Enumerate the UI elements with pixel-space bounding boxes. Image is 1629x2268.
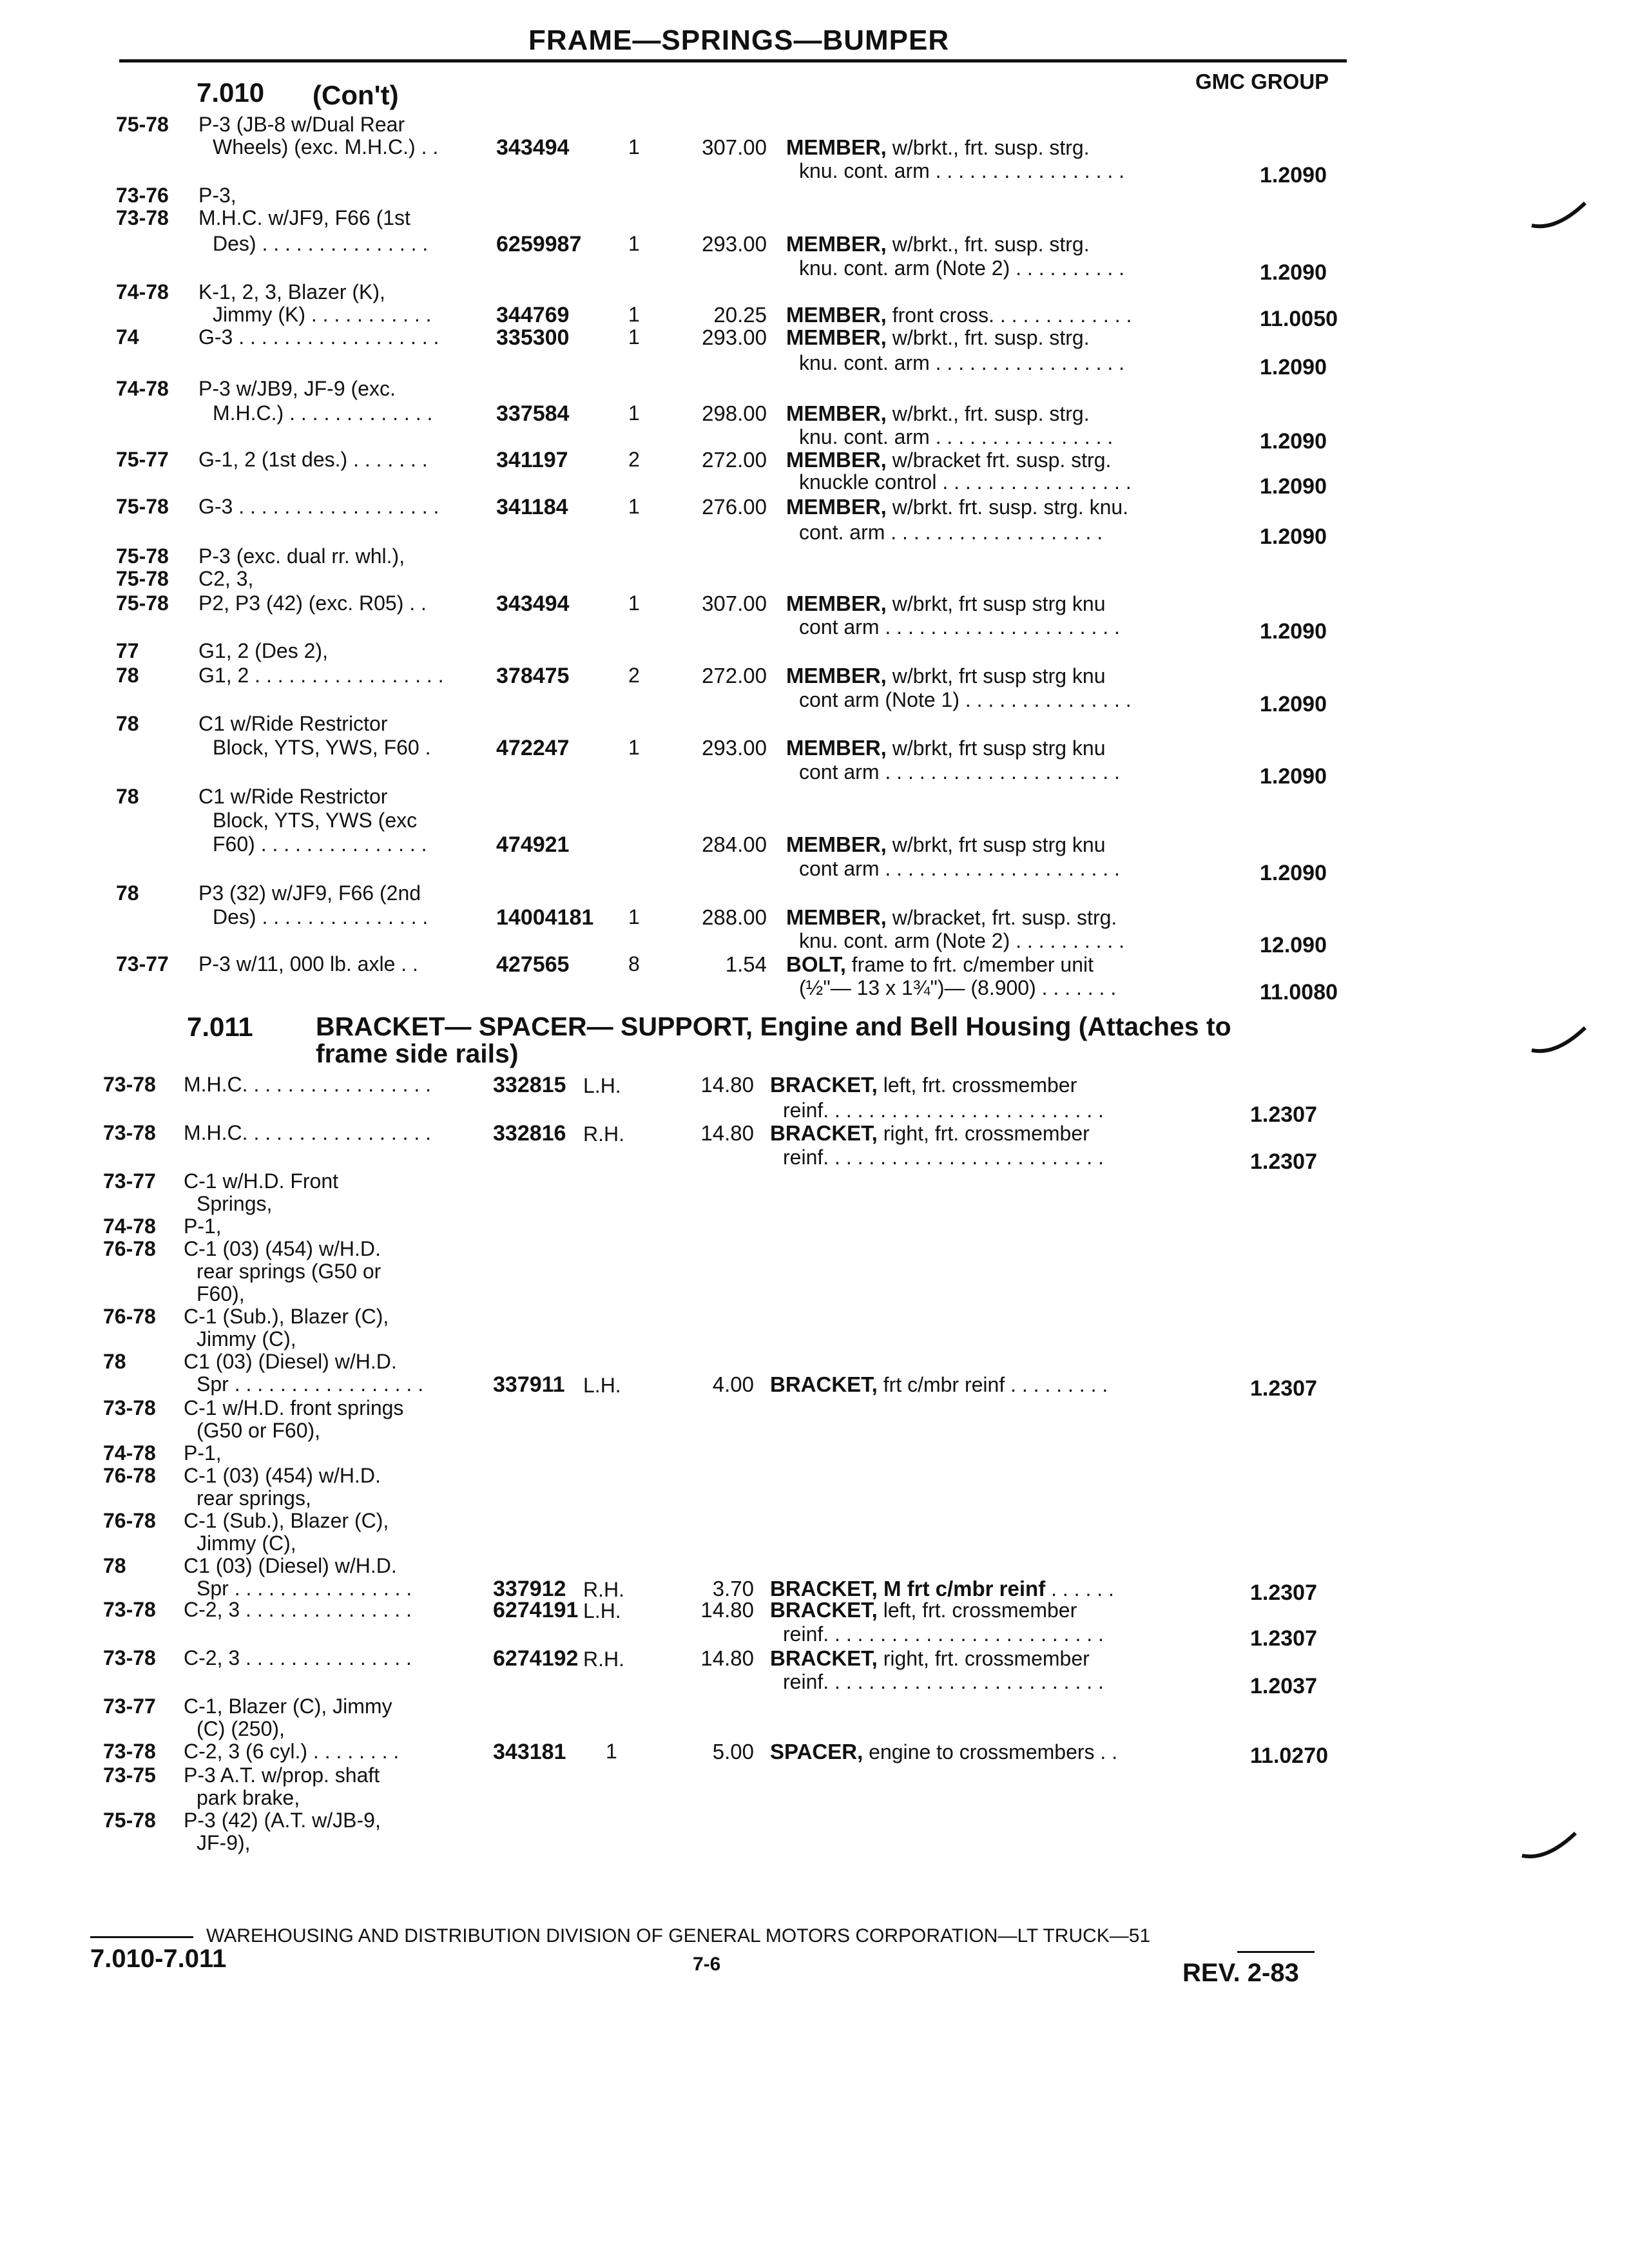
application: Block, YTS, YWS (exc <box>213 809 418 832</box>
application: P-3 w/11, 000 lb. axle . . <box>198 952 418 975</box>
model-years: 73-78 <box>103 1740 156 1763</box>
part-number: 332815 <box>493 1073 566 1097</box>
group-number: 1.2090 <box>1260 355 1327 380</box>
part-number: 341197 <box>496 448 568 472</box>
description <box>786 905 1117 930</box>
description <box>799 470 1132 494</box>
model-years: 73-75 <box>103 1763 156 1787</box>
part-description: w/brkt., frt. susp. strg. <box>886 233 1090 256</box>
group-number: 1.2090 <box>1260 524 1327 549</box>
price: 20.25 <box>713 303 767 327</box>
price: 284.00 <box>702 832 767 856</box>
part-description: cont arm . . . . . . . . . . . . . . . . . . . . . <box>799 760 1120 783</box>
price: 1.54 <box>725 952 767 976</box>
group-number: 1.2090 <box>1260 619 1327 644</box>
part-name: BOLT, <box>786 952 846 976</box>
description <box>786 401 1090 426</box>
application: C2, 3, <box>198 567 254 590</box>
application: Jimmy (C), <box>197 1327 296 1350</box>
page-title: FRAME—SPRINGS—BUMPER <box>528 24 950 56</box>
footer-rule-right <box>1237 1951 1315 1953</box>
model-years: 73-78 <box>116 206 169 229</box>
part-number: 472247 <box>496 736 570 760</box>
quantity: 1 <box>628 135 640 159</box>
part-number: 6274191 <box>493 1598 579 1622</box>
group-number: 1.2307 <box>1250 1626 1317 1651</box>
price: 307.00 <box>702 591 767 615</box>
application: P-3, <box>198 184 236 207</box>
description <box>786 135 1090 160</box>
application: C1 (03) (Diesel) w/H.D. <box>184 1350 397 1373</box>
side: L.H. <box>583 1074 621 1097</box>
part-number: 337911 <box>493 1372 565 1397</box>
part-number: 341184 <box>496 495 568 519</box>
application: P-3 (exc. dual rr. whl.), <box>198 544 405 568</box>
part-name: SPACER, <box>770 1740 863 1763</box>
side: L.H. <box>583 1374 621 1397</box>
application: G1, 2 . . . . . . . . . . . . . . . . . <box>198 664 444 687</box>
group-number: 1.2090 <box>1260 163 1327 187</box>
part-name: MEMBER, <box>786 232 887 256</box>
part-description: w/brkt, frt susp strg knu <box>886 736 1106 760</box>
part-number: 6259987 <box>496 232 582 256</box>
group-number: 1.2090 <box>1260 692 1327 716</box>
quantity: 2 <box>628 448 640 471</box>
description <box>783 1146 1104 1169</box>
part-name: MEMBER, <box>786 905 887 929</box>
part-description: knu. cont. arm . . . . . . . . . . . . . . . . <box>799 425 1113 448</box>
model-years: 73-76 <box>116 184 169 207</box>
binding-mark-icon <box>1530 200 1588 235</box>
binding-mark-icon <box>1521 1830 1579 1865</box>
part-description: right, frt. crossmember <box>877 1647 1090 1670</box>
part-description: w/bracket frt. susp. strg. <box>886 448 1112 472</box>
part-name: BRACKET, <box>770 1598 878 1622</box>
part-number: 378475 <box>496 664 570 688</box>
group-label: GMC GROUP <box>1195 70 1329 93</box>
description <box>770 1598 1077 1622</box>
part-description: reinf. . . . . . . . . . . . . . . . . . . . . . . . . <box>783 1622 1104 1646</box>
part-description: cont arm . . . . . . . . . . . . . . . . . . . . . <box>799 615 1120 639</box>
part-number: 474921 <box>496 832 570 857</box>
description <box>770 1372 1108 1397</box>
part-number: 337912 <box>493 1577 566 1601</box>
part-description: (½"— 13 x 1¾")— (8.900) . . . . . . . <box>799 976 1117 999</box>
part-description: frt c/mbr reinf . . . . . . . . . <box>877 1373 1108 1396</box>
application: P-3 (JB-8 w/Dual Rear <box>198 113 405 136</box>
description <box>786 952 1094 977</box>
quantity: 2 <box>628 664 640 687</box>
section-note: (Con't) <box>313 80 399 110</box>
part-description: w/brkt., frt. susp. strg. <box>886 402 1090 425</box>
part-name: MEMBER, <box>786 325 887 349</box>
footer-line: WAREHOUSING AND DISTRIBUTION DIVISION OF GENERAL MOTORS CORPORATION—LT TRUCK—51 <box>206 1925 1151 1946</box>
price: 272.00 <box>702 448 767 472</box>
model-years: 74-78 <box>116 377 169 400</box>
model-years: 76-78 <box>103 1509 156 1532</box>
group-number: 11.0270 <box>1250 1744 1329 1768</box>
model-years: 75-77 <box>116 448 169 471</box>
description <box>799 976 1116 1000</box>
description <box>786 591 1106 616</box>
model-years: 73-78 <box>103 1121 156 1144</box>
model-years: 73-77 <box>103 1695 156 1718</box>
model-years: 76-78 <box>103 1237 156 1260</box>
application: P-1, <box>184 1441 222 1465</box>
application: Des) . . . . . . . . . . . . . . . <box>213 905 429 928</box>
price: 298.00 <box>702 401 767 425</box>
part-description: reinf. . . . . . . . . . . . . . . . . . . . . . . . . <box>783 1146 1104 1169</box>
model-years: 78 <box>116 664 139 687</box>
application: Des) . . . . . . . . . . . . . . . <box>213 232 429 255</box>
application: C-1 (03) (454) w/H.D. <box>184 1237 381 1260</box>
section-number: 7.010 <box>197 77 265 108</box>
quantity: 1 <box>628 736 640 759</box>
description <box>786 448 1111 472</box>
description <box>786 232 1090 256</box>
model-years: 78 <box>103 1554 126 1577</box>
application: JF-9), <box>197 1831 251 1854</box>
footer-revision: REV. 2-83 <box>1182 1959 1299 1987</box>
footer-section-range: 7.010-7.011 <box>90 1945 227 1973</box>
model-years: 75-78 <box>116 544 169 568</box>
description <box>799 929 1124 953</box>
description <box>799 256 1124 280</box>
section2-number: 7.011 <box>187 1012 253 1042</box>
binding-mark-icon <box>1530 1024 1588 1060</box>
model-years: 73-77 <box>103 1169 156 1193</box>
part-name: BRACKET, <box>770 1121 878 1145</box>
application: C-2, 3 . . . . . . . . . . . . . . . <box>184 1646 412 1669</box>
application: Block, YTS, YWS, F60 . <box>213 736 431 759</box>
part-description: left, frt. crossmember <box>877 1599 1077 1622</box>
part-description: frame to frt. c/member unit <box>845 953 1094 976</box>
application: G-3 . . . . . . . . . . . . . . . . . . <box>198 325 439 349</box>
part-description: left, frt. crossmember <box>877 1073 1077 1097</box>
part-name: BRACKET, <box>770 1073 878 1097</box>
part-description: w/bracket, frt. susp. strg. <box>886 906 1117 929</box>
section2-title-line2: frame side rails) <box>316 1039 519 1068</box>
application: C-1 (Sub.), Blazer (C), <box>184 1509 389 1532</box>
application: G1, 2 (Des 2), <box>198 639 328 662</box>
description <box>786 495 1128 519</box>
application: P-3 (42) (A.T. w/JB-9, <box>184 1809 381 1832</box>
application: M.H.C. w/JF9, F66 (1st <box>198 206 410 229</box>
description <box>786 325 1090 350</box>
header-rule <box>119 59 1347 62</box>
application: G-3 . . . . . . . . . . . . . . . . . . <box>198 495 439 518</box>
application: C-1 w/H.D. Front <box>184 1169 339 1193</box>
description <box>799 688 1132 712</box>
price: 276.00 <box>702 495 767 519</box>
part-name: BRACKET, <box>770 1646 878 1670</box>
group-number: 1.2090 <box>1260 260 1327 285</box>
model-years: 78 <box>116 712 139 735</box>
application: Wheels) (exc. M.H.C.) . . <box>213 135 439 159</box>
part-description: w/brkt., frt. susp. strg. <box>886 326 1090 349</box>
description <box>783 1622 1104 1646</box>
footer-page-number: 7-6 <box>693 1954 721 1975</box>
application: M.H.C. . . . . . . . . . . . . . . . . <box>184 1121 432 1144</box>
part-number: 14004181 <box>496 905 594 930</box>
group-number: 1.2090 <box>1260 764 1327 789</box>
application: P-3 A.T. w/prop. shaft <box>184 1763 380 1787</box>
part-number: 343494 <box>496 591 570 616</box>
model-years: 73-78 <box>103 1396 156 1419</box>
price: 14.80 <box>700 1646 754 1670</box>
application: C1 w/Ride Restrictor <box>198 712 388 735</box>
application: C-2, 3 . . . . . . . . . . . . . . . <box>184 1598 412 1621</box>
side: R.H. <box>583 1122 624 1146</box>
model-years: 76-78 <box>103 1464 156 1487</box>
application: C-1 (Sub.), Blazer (C), <box>184 1305 389 1328</box>
description <box>786 303 1132 327</box>
part-description: reinf. . . . . . . . . . . . . . . . . . . . . . . . . <box>783 1099 1104 1122</box>
description <box>786 664 1106 688</box>
application: Spr . . . . . . . . . . . . . . . . . <box>197 1372 424 1396</box>
application: Jimmy (C), <box>197 1532 296 1555</box>
quantity: 1 <box>628 495 640 518</box>
part-description: right, frt. crossmember <box>877 1122 1090 1145</box>
side: L.H. <box>583 1599 621 1622</box>
part-name: MEMBER, <box>786 135 887 159</box>
model-years: 78 <box>103 1350 126 1373</box>
application: C-1, Blazer (C), Jimmy <box>184 1695 392 1718</box>
part-description: reinf. . . . . . . . . . . . . . . . . . . . . . . . . <box>783 1670 1104 1693</box>
side: R.H. <box>583 1648 624 1671</box>
application: rear springs (G50 or <box>197 1260 381 1283</box>
part-description: . . . . . . <box>1045 1577 1114 1600</box>
description <box>770 1646 1090 1671</box>
model-years: 74-78 <box>103 1215 156 1238</box>
part-description: front cross. . . . . . . . . . . . . <box>886 303 1132 327</box>
group-number: 1.2307 <box>1250 1149 1317 1174</box>
description <box>786 736 1106 760</box>
part-name: MEMBER, <box>786 401 887 425</box>
price: 288.00 <box>702 905 767 929</box>
application: G-1, 2 (1st des.) . . . . . . . <box>198 448 428 471</box>
description <box>770 1740 1117 1764</box>
part-description: w/brkt, frt susp strg knu <box>886 592 1106 615</box>
application: C1 w/Ride Restrictor <box>198 785 388 808</box>
footer-rule-left <box>90 1936 193 1938</box>
quantity: 1 <box>606 1740 617 1763</box>
model-years: 77 <box>116 639 139 662</box>
part-description: knu. cont. arm . . . . . . . . . . . . . . . . . <box>799 159 1125 182</box>
part-description: knu. cont. arm (Note 2) . . . . . . . . . . <box>799 256 1125 280</box>
part-number: 332816 <box>493 1121 566 1146</box>
application: P2, P3 (42) (exc. R05) . . <box>198 591 427 615</box>
application: (C) (250), <box>197 1717 285 1740</box>
quantity: 1 <box>628 232 640 255</box>
group-number: 1.2090 <box>1260 861 1327 885</box>
model-years: 73-78 <box>103 1073 156 1096</box>
side: R.H. <box>583 1578 624 1601</box>
model-years: 74 <box>116 325 139 349</box>
part-name: MEMBER, <box>786 448 887 472</box>
group-number: 1.2090 <box>1260 474 1327 499</box>
application: Jimmy (K) . . . . . . . . . . . <box>213 303 432 326</box>
model-years: 78 <box>116 881 139 905</box>
description <box>783 1670 1104 1694</box>
model-years: 75-78 <box>116 495 169 518</box>
price: 14.80 <box>700 1598 754 1622</box>
quantity: 8 <box>628 952 640 975</box>
part-name: MEMBER, <box>786 664 887 687</box>
description <box>799 521 1103 544</box>
application: P-3 w/JB9, JF-9 (exc. <box>198 377 396 400</box>
part-number: 343181 <box>493 1740 566 1764</box>
model-years: 76-78 <box>103 1305 156 1328</box>
group-number: 1.2307 <box>1250 1376 1317 1401</box>
application: C1 (03) (Diesel) w/H.D. <box>184 1554 397 1577</box>
description <box>799 760 1120 784</box>
description <box>770 1073 1077 1097</box>
quantity: 1 <box>628 401 640 425</box>
application: (G50 or F60), <box>197 1419 321 1442</box>
quantity: 1 <box>628 303 640 326</box>
price: 4.00 <box>712 1372 754 1396</box>
part-number: 337584 <box>496 401 570 426</box>
application: M.H.C. . . . . . . . . . . . . . . . . <box>184 1073 432 1096</box>
part-description: engine to crossmembers . . <box>863 1740 1118 1763</box>
model-years: 73-77 <box>116 952 169 975</box>
part-number: 344769 <box>496 303 570 327</box>
section2-title-line1: BRACKET— SPACER— SUPPORT, Engine and Bell Housing (Attaches to <box>316 1012 1231 1041</box>
description <box>799 615 1120 639</box>
model-years: 74-78 <box>116 280 169 303</box>
description <box>786 832 1106 857</box>
part-description: w/brkt, frt susp strg knu <box>886 664 1106 687</box>
model-years: 75-78 <box>116 567 169 590</box>
price: 14.80 <box>700 1121 754 1145</box>
part-number: 343494 <box>496 135 570 160</box>
part-description: knuckle control . . . . . . . . . . . . . . . . . <box>799 470 1132 494</box>
part-description: w/brkt. frt. susp. strg. knu. <box>886 495 1129 519</box>
model-years: 73-78 <box>103 1646 156 1669</box>
quantity: 1 <box>628 905 640 928</box>
application: F60), <box>197 1282 245 1305</box>
group-number: 11.0050 <box>1260 307 1338 331</box>
part-description: w/brkt, frt susp strg knu <box>886 833 1106 856</box>
description <box>783 1099 1104 1122</box>
application: F60) . . . . . . . . . . . . . . . <box>213 832 427 856</box>
part-number: 335300 <box>496 325 570 350</box>
application: P3 (32) w/JF9, F66 (2nd <box>198 881 421 905</box>
application: park brake, <box>197 1786 300 1809</box>
group-number: 1.2090 <box>1260 429 1327 454</box>
part-description: knu. cont. arm (Note 2) . . . . . . . . . . <box>799 929 1125 952</box>
group-number: 12.090 <box>1260 933 1327 957</box>
part-description: cont arm . . . . . . . . . . . . . . . . . . . . . <box>799 857 1120 880</box>
price: 293.00 <box>702 736 767 760</box>
quantity: 1 <box>628 591 640 615</box>
part-name: MEMBER, <box>786 495 887 519</box>
part-name: BRACKET, <box>770 1372 878 1396</box>
price: 14.80 <box>700 1073 754 1097</box>
part-number: 427565 <box>496 952 570 977</box>
model-years: 74-78 <box>103 1441 156 1465</box>
description <box>799 425 1113 449</box>
part-name: MEMBER, <box>786 832 887 856</box>
group-number: 1.2037 <box>1250 1674 1317 1698</box>
part-name: MEMBER, <box>786 591 887 615</box>
part-description: cont arm (Note 1) . . . . . . . . . . . . . . . <box>799 688 1132 711</box>
price: 272.00 <box>702 664 767 687</box>
part-description: cont. arm . . . . . . . . . . . . . . . . . . . <box>799 521 1103 544</box>
price: 307.00 <box>702 135 767 159</box>
part-name: MEMBER, <box>786 303 887 327</box>
application: M.H.C.) . . . . . . . . . . . . . <box>213 401 433 425</box>
description <box>799 159 1124 183</box>
group-number: 11.0080 <box>1260 980 1338 1004</box>
price: 5.00 <box>712 1740 754 1763</box>
part-name: MEMBER, <box>786 736 887 760</box>
part-number: 6274192 <box>493 1646 579 1671</box>
application: C-2, 3 (6 cyl.) . . . . . . . . <box>184 1740 400 1763</box>
part-description: knu. cont. arm . . . . . . . . . . . . . . . . . <box>799 351 1125 374</box>
quantity: 1 <box>628 325 640 349</box>
model-years: 73-78 <box>103 1598 156 1621</box>
application: rear springs, <box>197 1486 311 1510</box>
part-description: w/brkt., frt. susp. strg. <box>886 136 1090 159</box>
description <box>799 351 1124 375</box>
price: 293.00 <box>702 325 767 349</box>
model-years: 75-78 <box>116 113 169 136</box>
application: C-1 w/H.D. front springs <box>184 1396 404 1419</box>
group-number: 1.2307 <box>1250 1581 1317 1605</box>
application: Spr . . . . . . . . . . . . . . . . <box>197 1577 412 1600</box>
application: K-1, 2, 3, Blazer (K), <box>198 280 385 303</box>
price: 3.70 <box>712 1577 754 1600</box>
application: P-1, <box>184 1215 222 1238</box>
description <box>799 857 1120 881</box>
model-years: 78 <box>116 785 139 808</box>
group-number: 1.2307 <box>1250 1102 1317 1127</box>
model-years: 75-78 <box>103 1809 156 1832</box>
application: C-1 (03) (454) w/H.D. <box>184 1464 381 1487</box>
part-name: BRACKET, M frt c/mbr reinf <box>770 1577 1046 1600</box>
application: Springs, <box>197 1192 273 1215</box>
description <box>770 1121 1090 1146</box>
model-years: 75-78 <box>116 591 169 615</box>
price: 293.00 <box>702 232 767 256</box>
